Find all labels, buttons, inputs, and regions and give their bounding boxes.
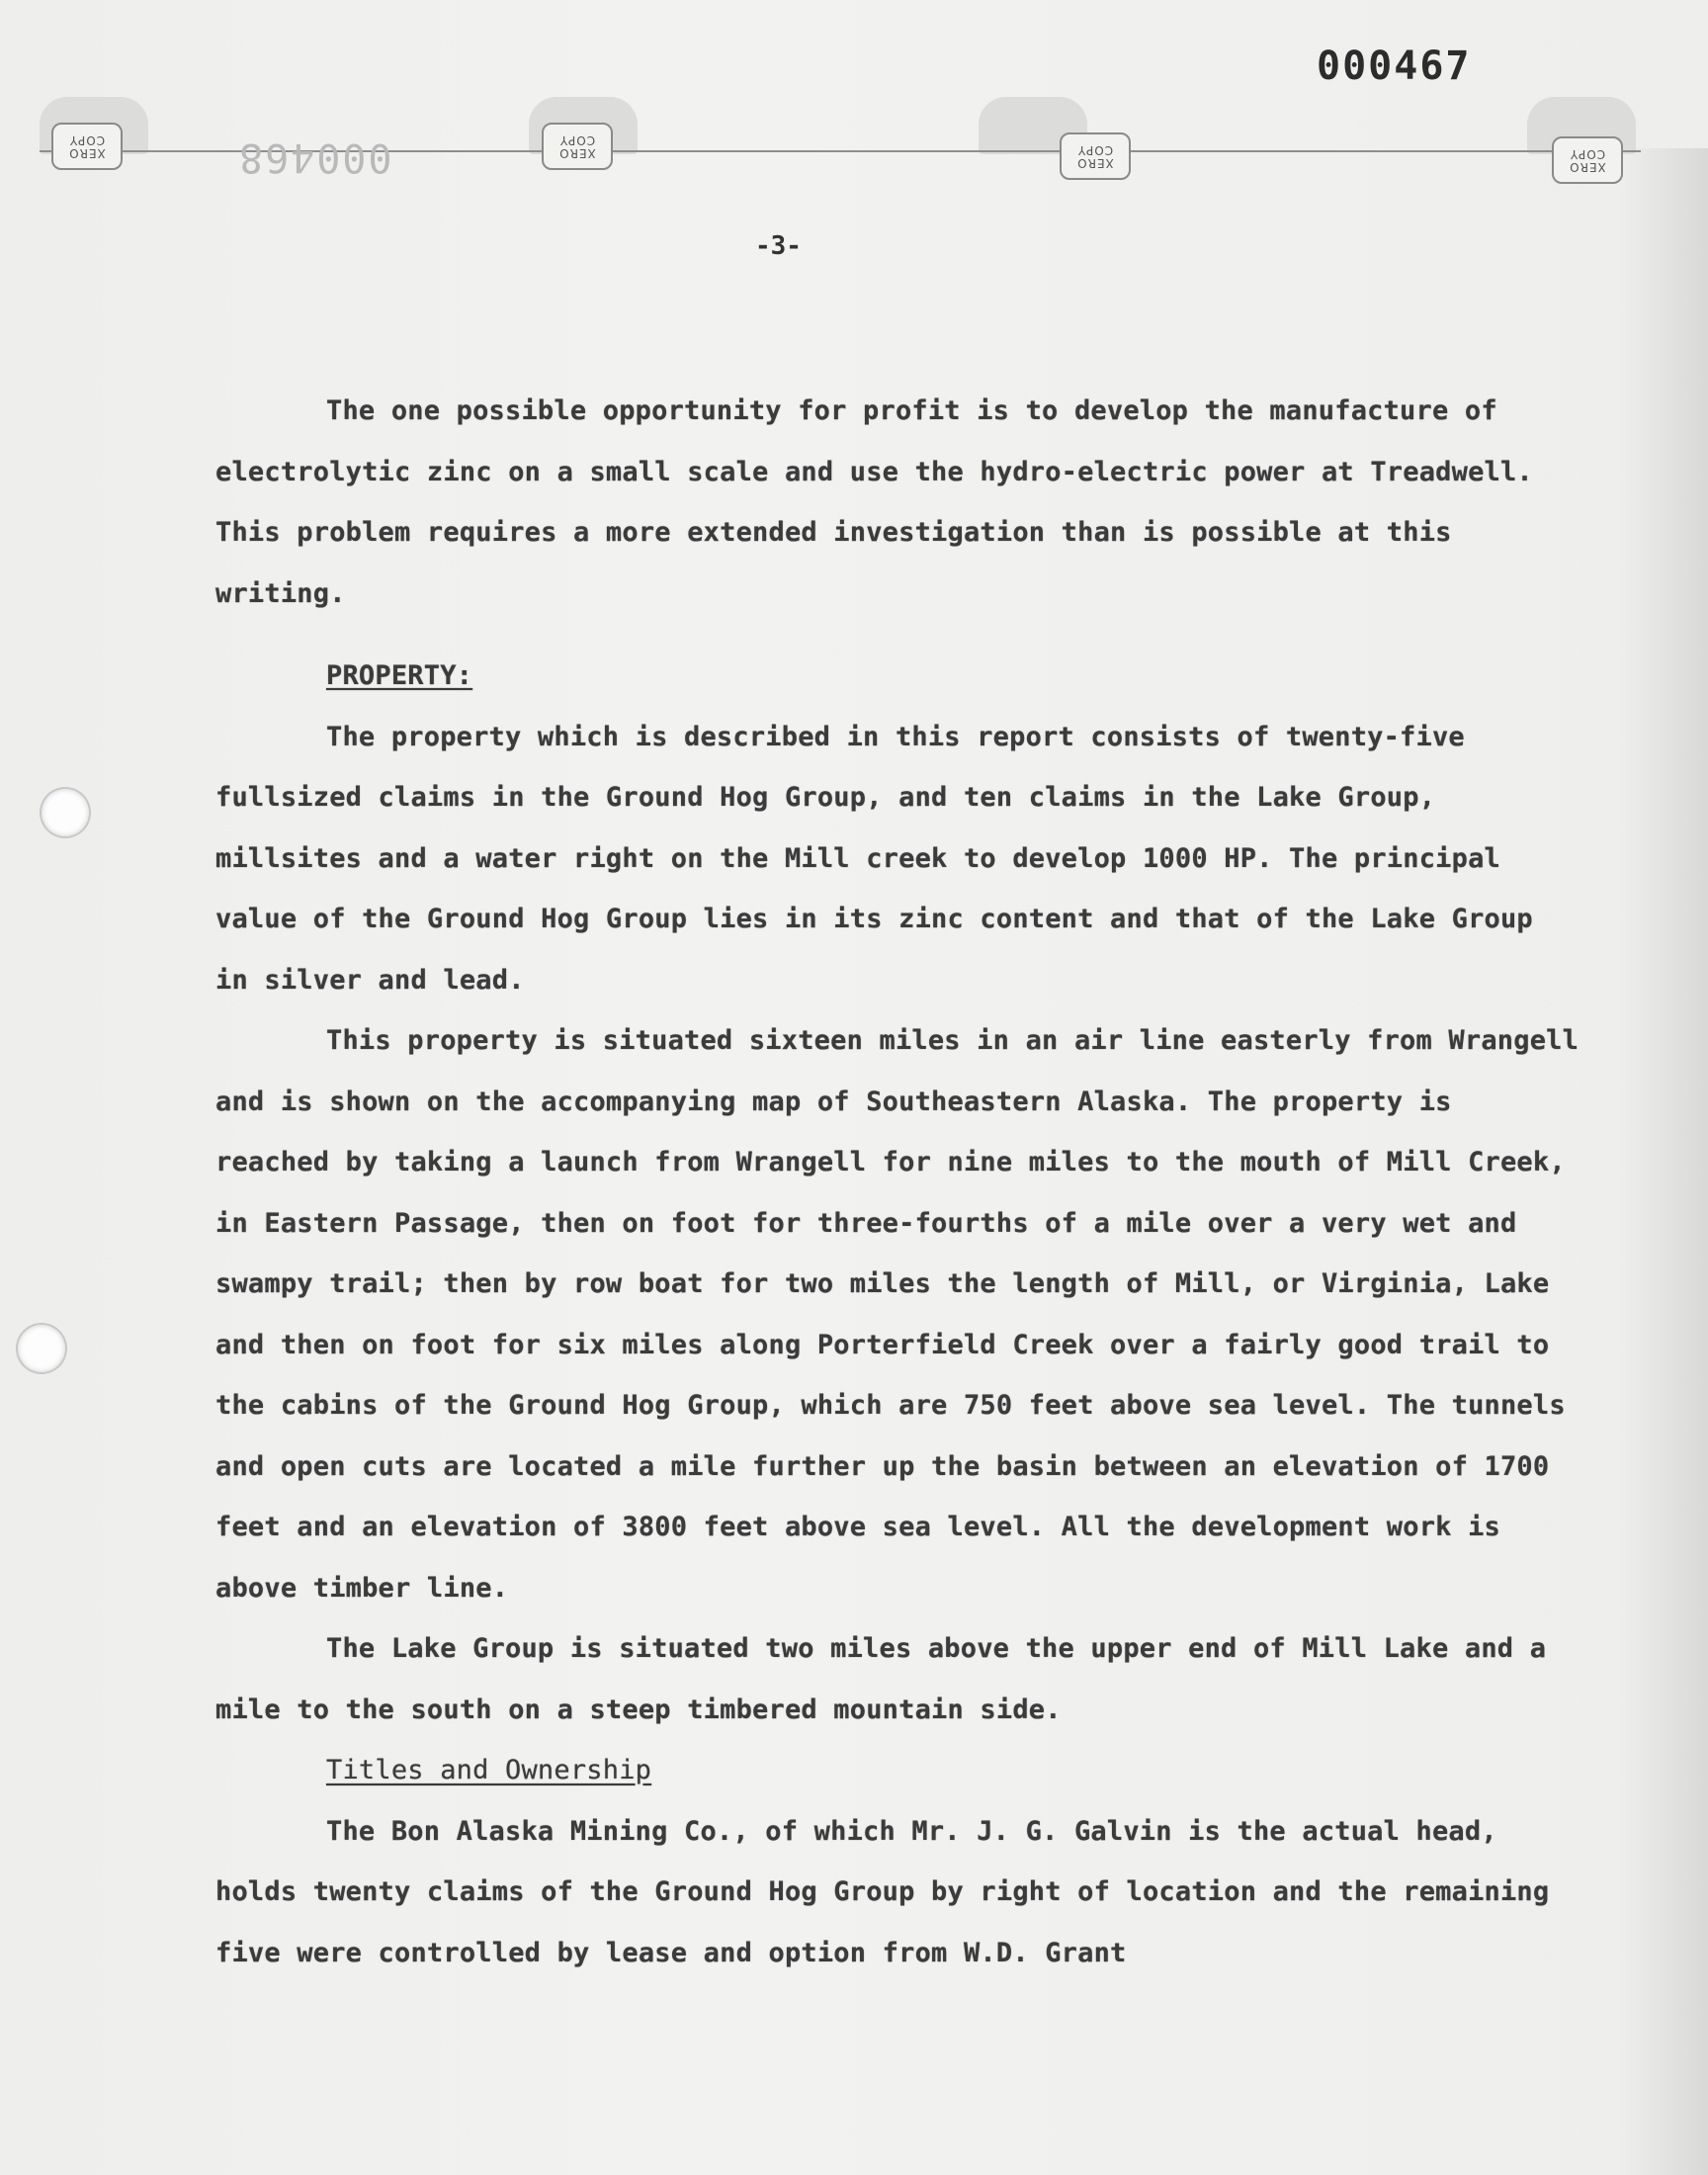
page-edge-shadow bbox=[1619, 148, 1708, 2175]
xero-copy-stamp: XERO COPY bbox=[1060, 132, 1131, 180]
document-body bbox=[215, 381, 1580, 1983]
punch-hole bbox=[42, 789, 89, 836]
punch-hole bbox=[18, 1325, 65, 1372]
xero-copy-stamp: XERO COPY bbox=[51, 123, 123, 170]
paragraph: The property which is described in this report consists of twenty-five fullsized claims in the Ground Hog Group, and ten claims in the Lake Group, millsites and a water right on the Mill creek to develop 1000 HP. The principal value of the Ground Hog Group lies in its zinc content and that of the Lake Group in silver and lead. bbox=[215, 721, 1533, 996]
page-number: -3- bbox=[755, 231, 802, 261]
xero-copy-stamp: XERO COPY bbox=[1552, 136, 1623, 184]
section-heading: PROPERTY: bbox=[326, 660, 473, 691]
spacer bbox=[215, 624, 1580, 646]
paragraph: The Lake Group is situated two miles above the upper end of Mill Lake and a mile to the south on a steep timbered mountain side. bbox=[215, 1633, 1547, 1725]
paragraph: The Bon Alaska Mining Co., of which Mr. J. G. Galvin is the actual head, holds twenty claims of the Ground Hog Group by right of location and the remaining five were controlled by lease and option from W.D. Grant bbox=[215, 1815, 1550, 1968]
xero-copy-stamp: XERO COPY bbox=[542, 123, 613, 170]
section-heading: Titles and Ownership bbox=[326, 1755, 652, 1785]
paragraph: The one possible opportunity for profit is to develop the manufacture of electrolytic zinc on a small scale and use the hydro-electric power at Treadwell. This problem requires a more extended investigation than is possible at this writing. bbox=[215, 395, 1533, 609]
document-number: 000467 bbox=[1317, 44, 1472, 89]
paragraph: This property is situated sixteen miles in an air line easterly from Wrangell and is shown on the accompanying map of Southeastern Alaska. The property is reached by taking a launch from Wrangell for nine miles to the mouth of Mill Creek, in Eastern Passage, then on foot for three-fourths of a mile over a very wet and swampy trail; then by row boat for two miles the length of Mill, or Virginia, Lake and then on foot for six miles along Porterfield Creek over a fairly good trail to the cabins of the Ground Hog Group, which are 750 feet above sea level. The tunnels and open cuts are located a mile further up the basin between an elevation of 1700 feet and an elevation of 3800 feet above sea level. All the development work is above timber line. bbox=[215, 1025, 1580, 1604]
ghost-document-number: 000468 bbox=[237, 134, 392, 180]
